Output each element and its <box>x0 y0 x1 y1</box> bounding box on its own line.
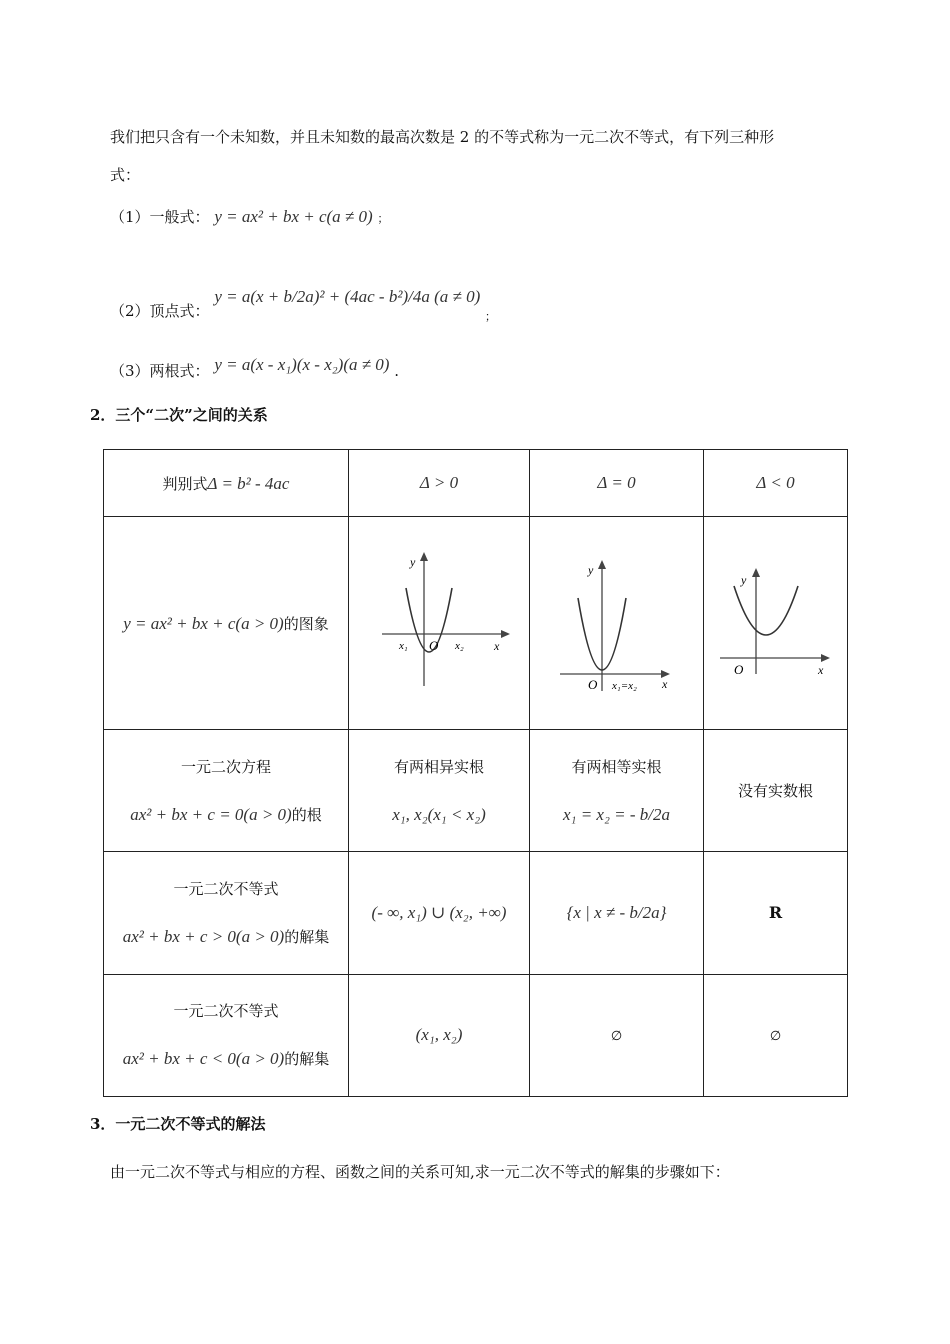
less-no-root <box>704 974 848 1096</box>
roots-none <box>704 729 848 851</box>
graph2-x-label: x <box>661 677 667 692</box>
row-less-title: 一元二次不等式 <box>173 1002 279 1021</box>
graph1-origin-label: O <box>429 638 439 654</box>
form-vertex <box>110 268 497 323</box>
row-graph-suffix: 的图象 <box>283 614 329 633</box>
header-zero-text: Δ = 0 <box>597 473 636 493</box>
graph-no-root-cell <box>704 517 848 730</box>
header-negative-text: Δ < 0 <box>756 473 795 493</box>
header-positive <box>349 450 530 517</box>
form-general <box>110 206 388 227</box>
header-positive-text: Δ > 0 <box>419 473 459 493</box>
row-greater-suffix: 的解集 <box>284 927 330 946</box>
less-one-root <box>530 974 704 1096</box>
less-one-root-set: ∅ <box>610 1029 623 1045</box>
outro-line: 由一元二次不等式与相应的方程、函数之间的关系可知,求一元二次不等式的解集的步骤如下： <box>110 1163 730 1181</box>
row-roots-label <box>104 729 349 851</box>
roots-two-distinct <box>349 729 530 851</box>
row-greater-formula: ax² + bx + c > 0(a > 0) <box>122 926 285 946</box>
roots-two-distinct-text: 有两相异实根 <box>393 757 484 776</box>
roots-two-equal-formula: x₁ = x₂ = - b/2a <box>563 804 670 824</box>
graph1-x-label: x <box>494 639 500 654</box>
graph2-x1x2-label: x₁=x₂ <box>611 680 637 693</box>
graph1-x2-label: x₂ <box>455 640 464 653</box>
row-greater-title: 一元二次不等式 <box>173 879 279 898</box>
less-two-roots <box>349 974 530 1096</box>
row-less-formula: ax² + bx + c < 0(a > 0) <box>122 1049 285 1069</box>
graph3-y-label: y <box>740 573 746 588</box>
header-discriminant <box>104 450 349 517</box>
section-2-heading: 2．三个“二次”之间的关系 <box>90 406 268 424</box>
form-vertex-label: （2）顶点式： <box>110 302 210 320</box>
form-general-label: （1）一般式： <box>110 208 210 226</box>
graph1-y-label: y <box>410 555 416 570</box>
greater-no-root-set: R <box>768 903 783 923</box>
greater-one-root <box>530 852 704 974</box>
graph-one-root <box>532 546 702 696</box>
graph-two-roots-cell <box>349 517 530 730</box>
form-vertex-end: ； <box>485 310 497 323</box>
graph1-x1-label: x₁ <box>399 640 408 653</box>
header-discriminant-text: 判别式 <box>162 474 208 493</box>
form-roots-end: . <box>394 362 400 380</box>
quadratic-relation-table <box>103 449 848 1097</box>
header-negative <box>704 450 848 517</box>
less-no-root-set: ∅ <box>769 1029 782 1045</box>
row-graph-formula: y = ax² + bx + c(a > 0) <box>123 613 284 633</box>
graph2-y-label: y <box>587 563 593 578</box>
greater-two-roots <box>349 852 530 974</box>
row-graph-label <box>104 517 349 730</box>
header-discriminant-formula: Δ = b² - 4ac <box>207 473 290 493</box>
table-header-row <box>104 450 848 517</box>
graph-two-roots <box>354 546 524 696</box>
row-roots-formula: ax² + bx + c = 0(a > 0) <box>130 804 292 824</box>
graph-one-root-cell <box>530 517 704 730</box>
intro-line-1: 我们把只含有一个未知数，并且未知数的最高次数是 2 的不等式称为一元二次不等式，有下列三种形 <box>110 128 775 146</box>
form-roots-label: （3）两根式： <box>110 362 210 380</box>
intro-line-2: 式： <box>110 166 141 184</box>
section-3-heading: 3．一元二次不等式的解法 <box>90 1115 266 1133</box>
form-roots <box>110 354 400 380</box>
less-two-roots-set: (x₁, x₂) <box>415 1025 463 1045</box>
table-row-less <box>104 974 848 1096</box>
graph-no-root <box>706 546 846 696</box>
form-general-formula: y = ax² + bx + c(a ≠ 0) <box>214 207 373 226</box>
row-less-label <box>104 974 349 1096</box>
row-less-suffix: 的解集 <box>284 1050 330 1069</box>
roots-two-equal <box>530 729 704 851</box>
row-roots-title: 一元二次方程 <box>180 757 271 776</box>
graph2-origin-label: O <box>587 677 597 693</box>
graph3-origin-label: O <box>733 662 743 678</box>
roots-two-equal-text: 有两相等实根 <box>571 757 662 776</box>
form-vertex-formula: y = a(x + b/2a)² + (4ac - b²)/4a (a ≠ 0) <box>214 287 481 306</box>
graph3-x-label: x <box>817 663 823 678</box>
table-row-roots <box>104 729 848 851</box>
greater-two-roots-set: (- ∞, x₁) ∪ (x₂, +∞) <box>371 902 507 922</box>
table-row-graph <box>104 517 848 730</box>
greater-no-root <box>704 852 848 974</box>
header-zero <box>530 450 704 517</box>
row-roots-suffix: 的根 <box>291 805 322 824</box>
greater-one-root-set: {x | x ≠ - b/2a} <box>566 902 667 922</box>
roots-none-text: 没有实数根 <box>737 782 813 801</box>
form-general-end: ； <box>377 212 389 225</box>
form-roots-formula: y = a(x - x₁)(x - x₂)(a ≠ 0) <box>214 355 390 374</box>
table-row-greater <box>104 852 848 974</box>
row-greater-label <box>104 852 349 974</box>
roots-two-distinct-formula: x₁, x₂(x₁ < x₂) <box>392 804 486 824</box>
